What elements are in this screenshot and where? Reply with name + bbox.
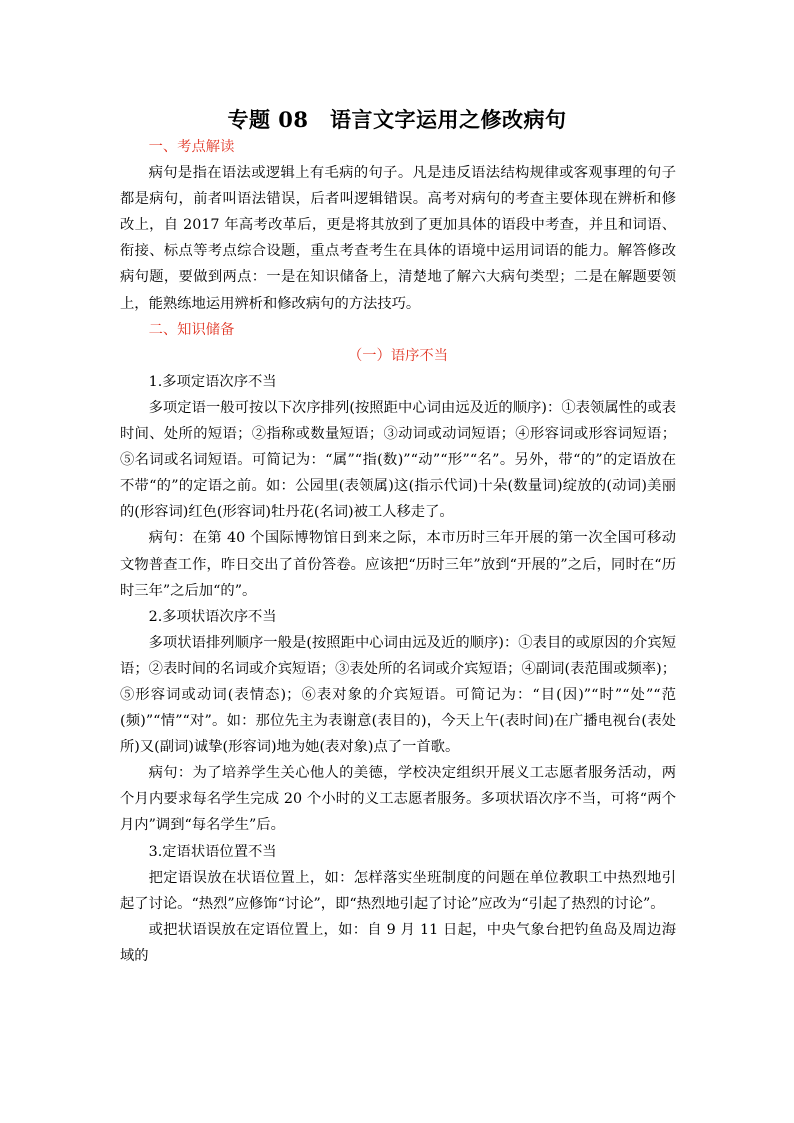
paragraph-position-error: 把定语误放在状语位置上，如：怎样落实坐班制度的问题在单位教职工中热烈地引起了讨论。“热烈”应修饰“讨论”，即“热烈地引起了讨论”应改为“引起了热烈的讨论”。 xyxy=(120,869,676,912)
subsection-heading-word-order: （一）语序不当 xyxy=(347,347,449,364)
item-heading-attributive-order: 1.多项定语次序不当 xyxy=(148,373,277,390)
item-heading-position-error: 3.定语状语位置不当 xyxy=(148,843,277,860)
paragraph-attributive-order: 多项定语一般可按以下次序排列(按照距中心词由远及近的顺序)：①表领属性的或表时间、处所的短语；②指称或数量短语；③动词或动词短语；④形容词或形容词短语；⑤名词或名词短语。可简记为：“属”“指(数)”“动”“形”“名”。另外，带“的”的定语放在不带“的”的定语之前。如：公园里(表领属)这(指示代词)十朵(数量词)绽放的(动词)美丽的(形容词)红色(形容词)牡丹花(名词)被工人移走了。 xyxy=(120,399,676,521)
section-heading-exam-points: 一、考点解读 xyxy=(148,139,235,155)
paragraph-position-error-continued: 或把状语误放在定语位置上，如：自 9 月 11 日起，中央气象台把钓鱼岛及周边海域的 xyxy=(120,921,676,964)
example-adverbial-order: 病句：为了培养学生关心他人的美德，学校决定组织开展义工志愿者服务活动，两个月内要求每名学生完成 20 个小时的义工志愿者服务。多项状语次序不当，可将“两个月内”调到“每名学生”后。 xyxy=(120,765,676,834)
document-body xyxy=(120,134,676,969)
example-attributive-order: 病句：在第 40 个国际博物馆日到来之际，本市历时三年开展的第一次全国可移动文物普查工作，昨日交出了首份答卷。应该把“历时三年”放到“开展的”之后，同时在“历时三年”之后加“的”。 xyxy=(120,530,676,599)
item-heading-adverbial-order: 2.多项状语次序不当 xyxy=(148,608,277,625)
paragraph-adverbial-order: 多项状语排列顺序一般是(按照距中心词由远及近的顺序)：①表目的或原因的介宾短语；②表时间的名词或介宾短语；③表处所的名词或介宾短语；④副词(表范围或频率)；⑤形容词或动词(表情态)；⑥表对象的介宾短语。可简记为：“目(因)”“时”“处”“范(频)”“情”“对”。如：那位先主为表谢意(表目的)，今天上午(表时间)在广播电视台(表处所)又(副词)诚挚(形容词)地为她(表对象)点了一首歌。 xyxy=(120,634,676,756)
section-heading-knowledge: 二、知识储备 xyxy=(148,321,235,338)
paragraph-exam-points: 病句是指在语法或逻辑上有毛病的句子。凡是违反语法结构规律或客观事理的句子都是病句，前者叫语法错误，后者叫逻辑错误。高考对病句的考查主要体现在辨析和修改上，自 2017 年高考改革后，更是将其放到了更加具体的语段中考查，并且和词语、衔接、标点等考点综合设题，重点考查考生在具体的语境中运用词语的能力。解答修改病句题，要做到两点：一是在知识储备上，清楚地了解六大病句类型；二是在解题要领上，能熟练地运用辨析和修改病句的方法技巧。 xyxy=(120,165,676,312)
page-title: 专题 08 语言文字运用之修改病句 xyxy=(227,107,567,132)
